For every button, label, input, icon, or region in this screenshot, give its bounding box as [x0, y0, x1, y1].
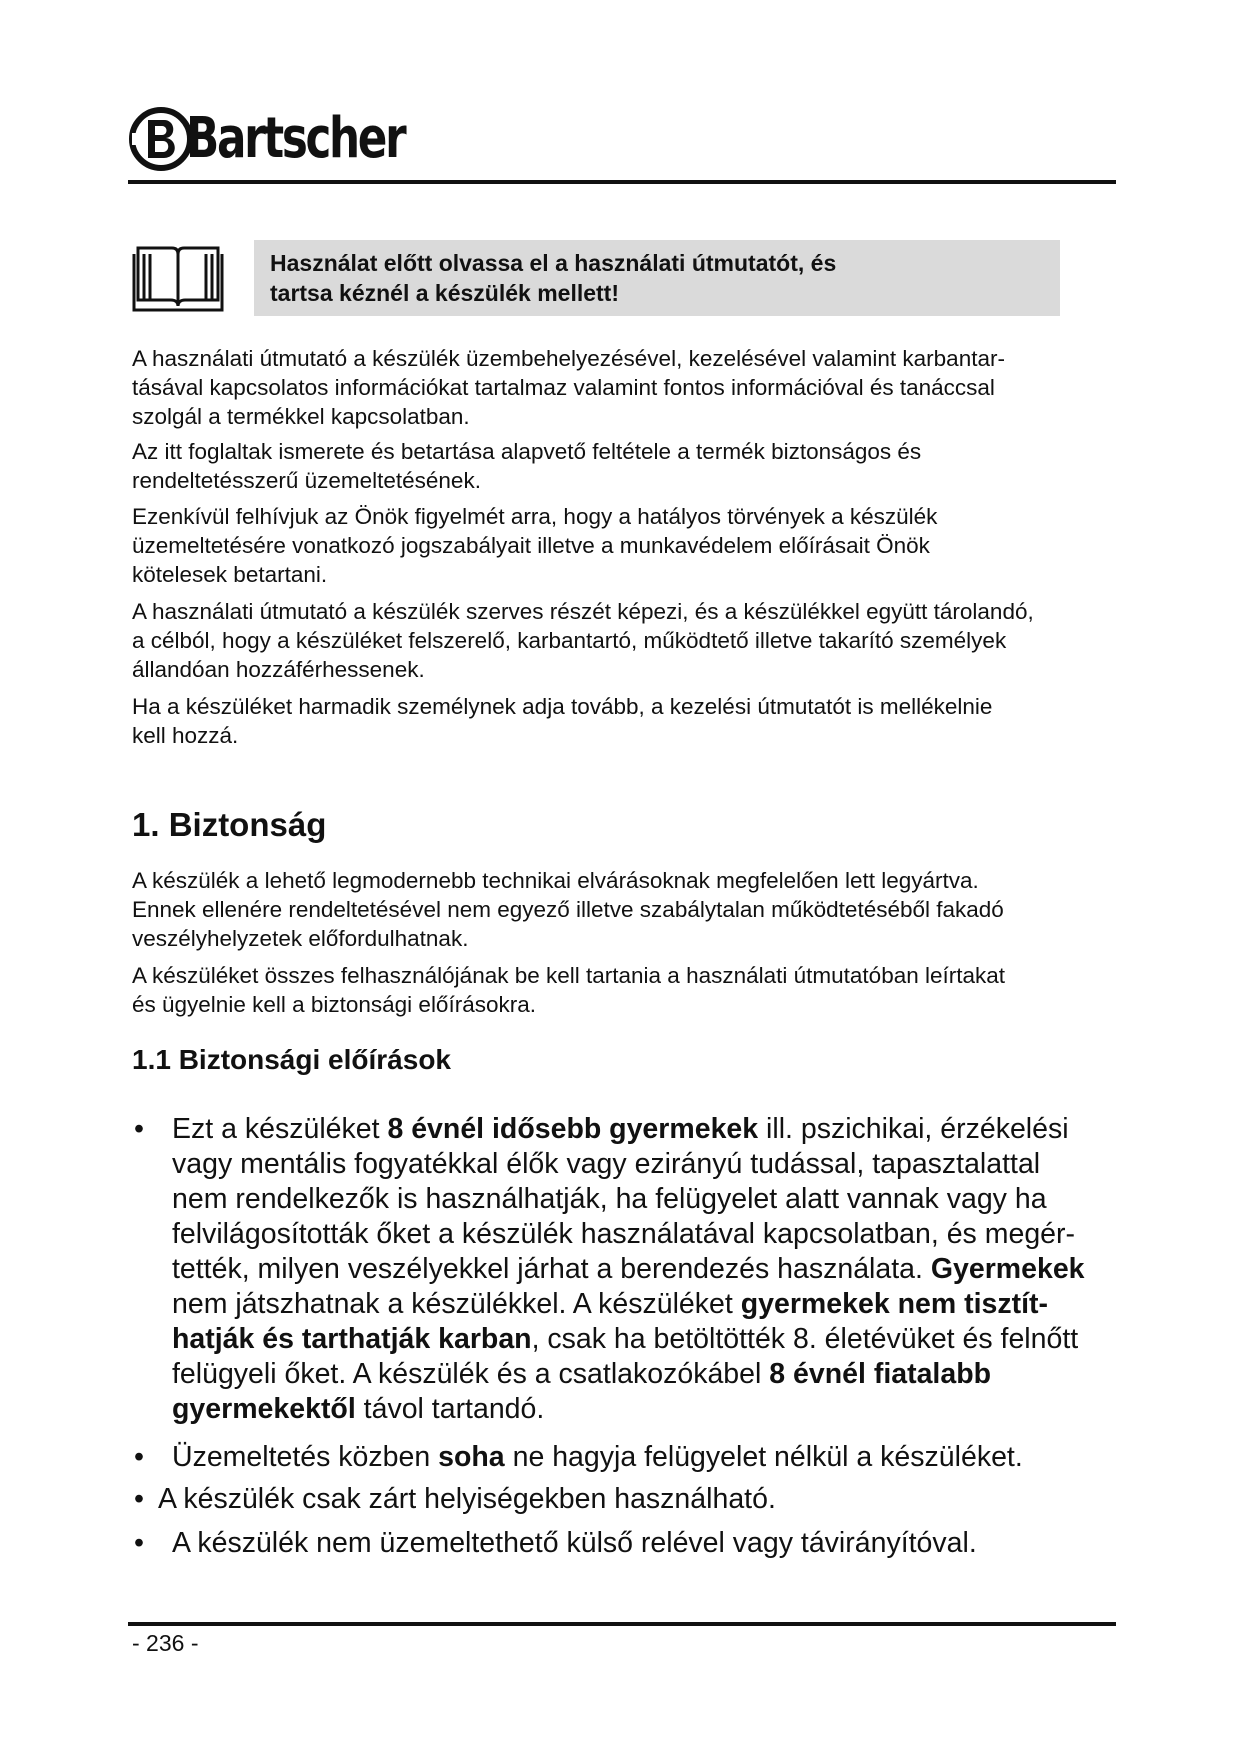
- list-item: • A készülék csak zárt helyiségekben használható.: [134, 1483, 776, 1515]
- read-manual-notice: [254, 240, 1060, 316]
- intro-paragraph-5: Ha a készüléket harmadik személynek adja tovább, a kezelési útmutatót is mellékelnie kell hozzá.: [132, 694, 993, 748]
- header-rule: [128, 180, 1116, 184]
- brand-logo: [128, 104, 466, 174]
- list-item: • Ezt a készüléket 8 évnél idősebb gyermekek ill. pszichikai, érzékelési vagy mentális fogyatékkal élők vagy ezirányú tudással, tapasztalattal nem rendelkezők is használhatják, ha felügyelet alatt vannak vagy ha felvilágosították őket a készülék használatával kapcsolatban, és megér- tették, milyen veszélyekkel járhat a berendezés használata. Gyermekek nem játszhatnak a készülékkel. A készüléket gyermekek nem tisztít- hatják és tarthatják karban, csak ha betöltötték 8. életévüket és felnőtt felügyeli őket. A készülék és a csatlakozókábel 8 évnél fiatalabb gyermekektől távol tartandó.: [134, 1113, 1085, 1425]
- open-book-icon: [132, 240, 224, 314]
- logo-wordmark: Bartscher: [186, 106, 405, 171]
- section1-paragraph-2: A készüléket összes felhasználójának be kell tartania a használati útmutatóban leírtakat és ügyelnie kell a biztonsági előírásokra.: [132, 963, 1006, 1017]
- section1-paragraph-1: A készülék a lehető legmodernebb technikai elvárásoknak megfelelően lett legyártva. Ennek ellenére rendeltetésével nem egyező illetve szabálytalan működtetéséből fakadó veszélyhelyzetek előfordulhatnak.: [132, 868, 1004, 951]
- notice-line: tartsa kéznél a készülék mellett!: [270, 280, 619, 306]
- bartscher-b-icon: [128, 106, 194, 172]
- section-heading: 1. Biztonság: [132, 806, 327, 843]
- bullet-icon: •: [134, 1483, 144, 1515]
- list-item: • A készülék nem üzemeltethető külső relével vagy távirányítóval.: [134, 1527, 977, 1559]
- intro-paragraph-1: A használati útmutató a készülék üzembehelyezésével, kezelésével valamint karbantar- tásával kapcsolatos információkat tartalmaz valamint fontos információval és tanáccsal szolgál a termékkel kapcsolatban.: [132, 346, 1005, 429]
- notice-line: Használat előtt olvassa el a használati útmutatót, és: [270, 250, 837, 276]
- intro-paragraph-4: A használati útmutató a készülék szerves részét képezi, és a készülékkel együtt tárolandó, a célból, hogy a készüléket felszerelő, karbantartó, működtető illetve takarító személyek állandóan hozzáférhessenek.: [132, 599, 1034, 682]
- footer-rule: [128, 1622, 1116, 1626]
- list-item: • Üzemeltetés közben soha ne hagyja felügyelet nélkül a készüléket.: [134, 1441, 1023, 1473]
- intro-paragraph-3: Ezenkívül felhívjuk az Önök figyelmét arra, hogy a hatályos törvények a készülék üzemeltetésére vonatkozó jogszabályait illetve a munkavédelem előírásait Önök kötelesek betartani.: [132, 504, 938, 587]
- bullet-icon: •: [134, 1441, 144, 1473]
- subsection-heading: 1.1 Biztonsági előírások: [132, 1044, 451, 1075]
- page-number: - 236 -: [132, 1630, 199, 1656]
- bullet-icon: •: [134, 1113, 144, 1145]
- bullet-icon: •: [134, 1527, 144, 1559]
- intro-paragraph-2: Az itt foglaltak ismerete és betartása alapvető feltétele a termék biztonságos és rendeltetésszerű üzemeltetésének.: [132, 439, 922, 493]
